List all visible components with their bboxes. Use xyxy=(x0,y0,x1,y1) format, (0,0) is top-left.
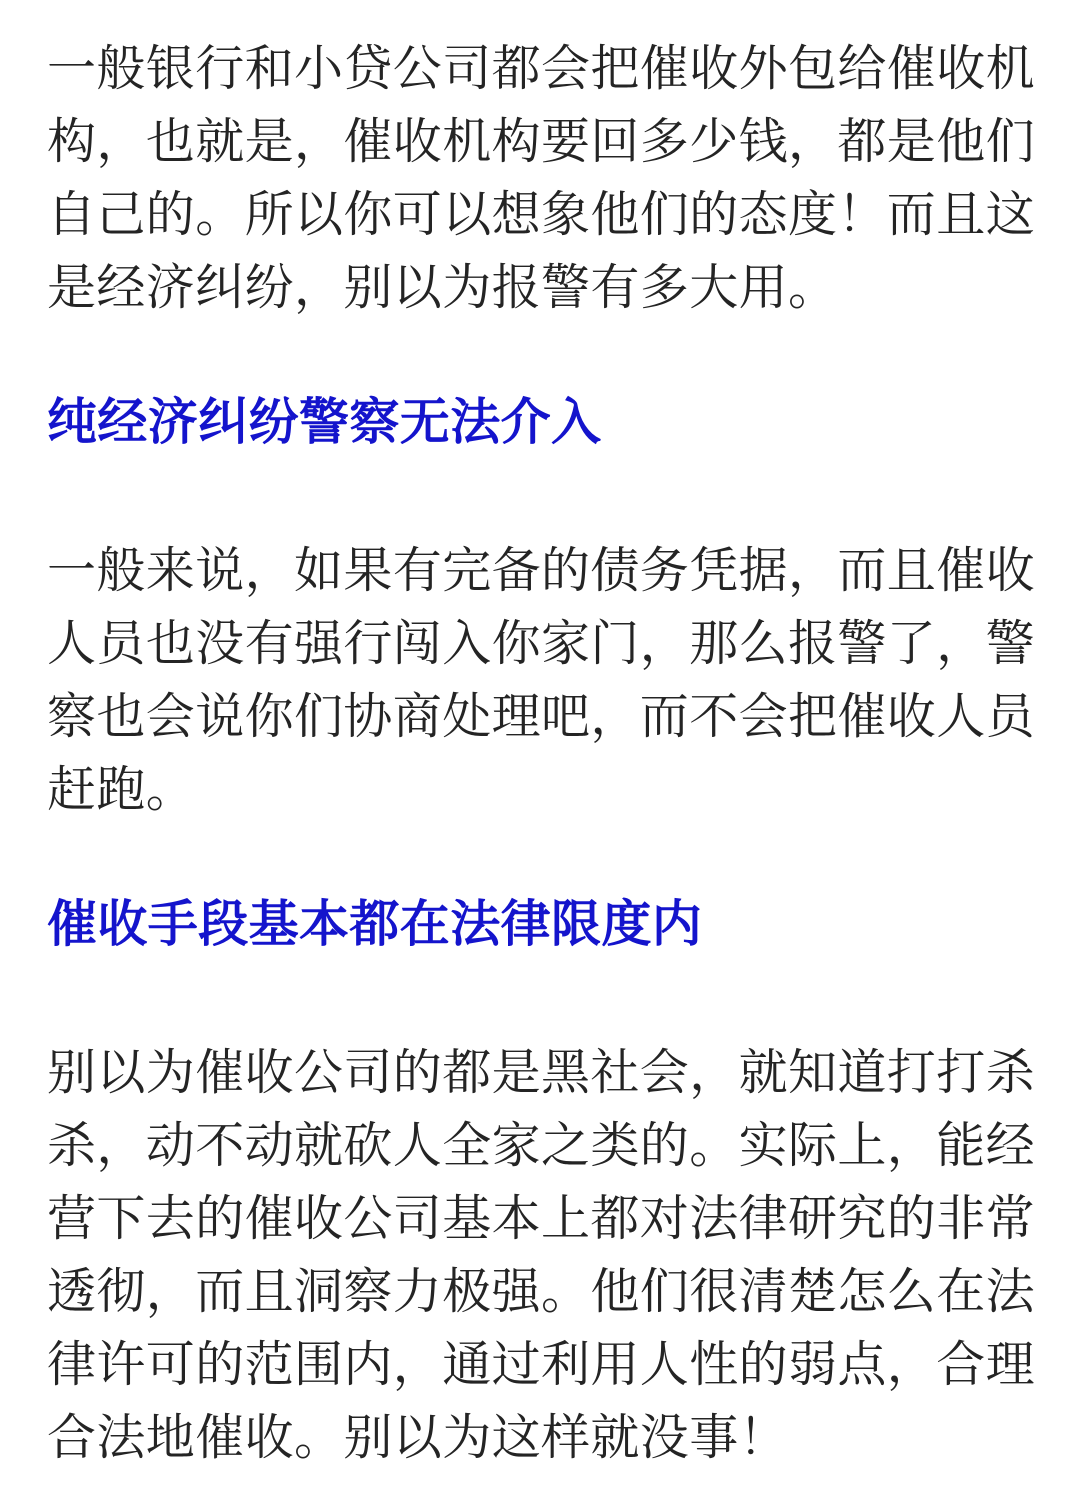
paragraph-police-mediation: 一般来说，如果有完备的债务凭据，而且催收人员也没有强行闯入你家门，那么报警了，警察也会说你们协商处理吧，而不会把催收人员赶跑。 xyxy=(47,544,1036,817)
section-heading-legal-limits: 催收手段基本都在法律限度内 xyxy=(47,896,703,952)
paragraph-collection-companies-law: 别以为催收公司的都是黑社会，就知道打打杀杀，动不动就砍人全家之类的。实际上，能经营下去的催收公司基本上都对法律研究的非常透彻，而且洞察力极强。他们很清楚怎么在法律许可的范围内，通过利用人性的弱点，合理合法地催收。别以为这样就没事！ xyxy=(47,1046,1036,1465)
section-heading-economic-dispute: 纯经济纠纷警察无法介入 xyxy=(47,394,602,450)
paragraph-collection-outsourcing: 一般银行和小贷公司都会把催收外包给催收机构，也就是，催收机构要回多少钱，都是他们自己的。所以你可以想象他们的态度！而且这是经济纠纷，别以为报警有多大用。 xyxy=(47,42,1036,315)
